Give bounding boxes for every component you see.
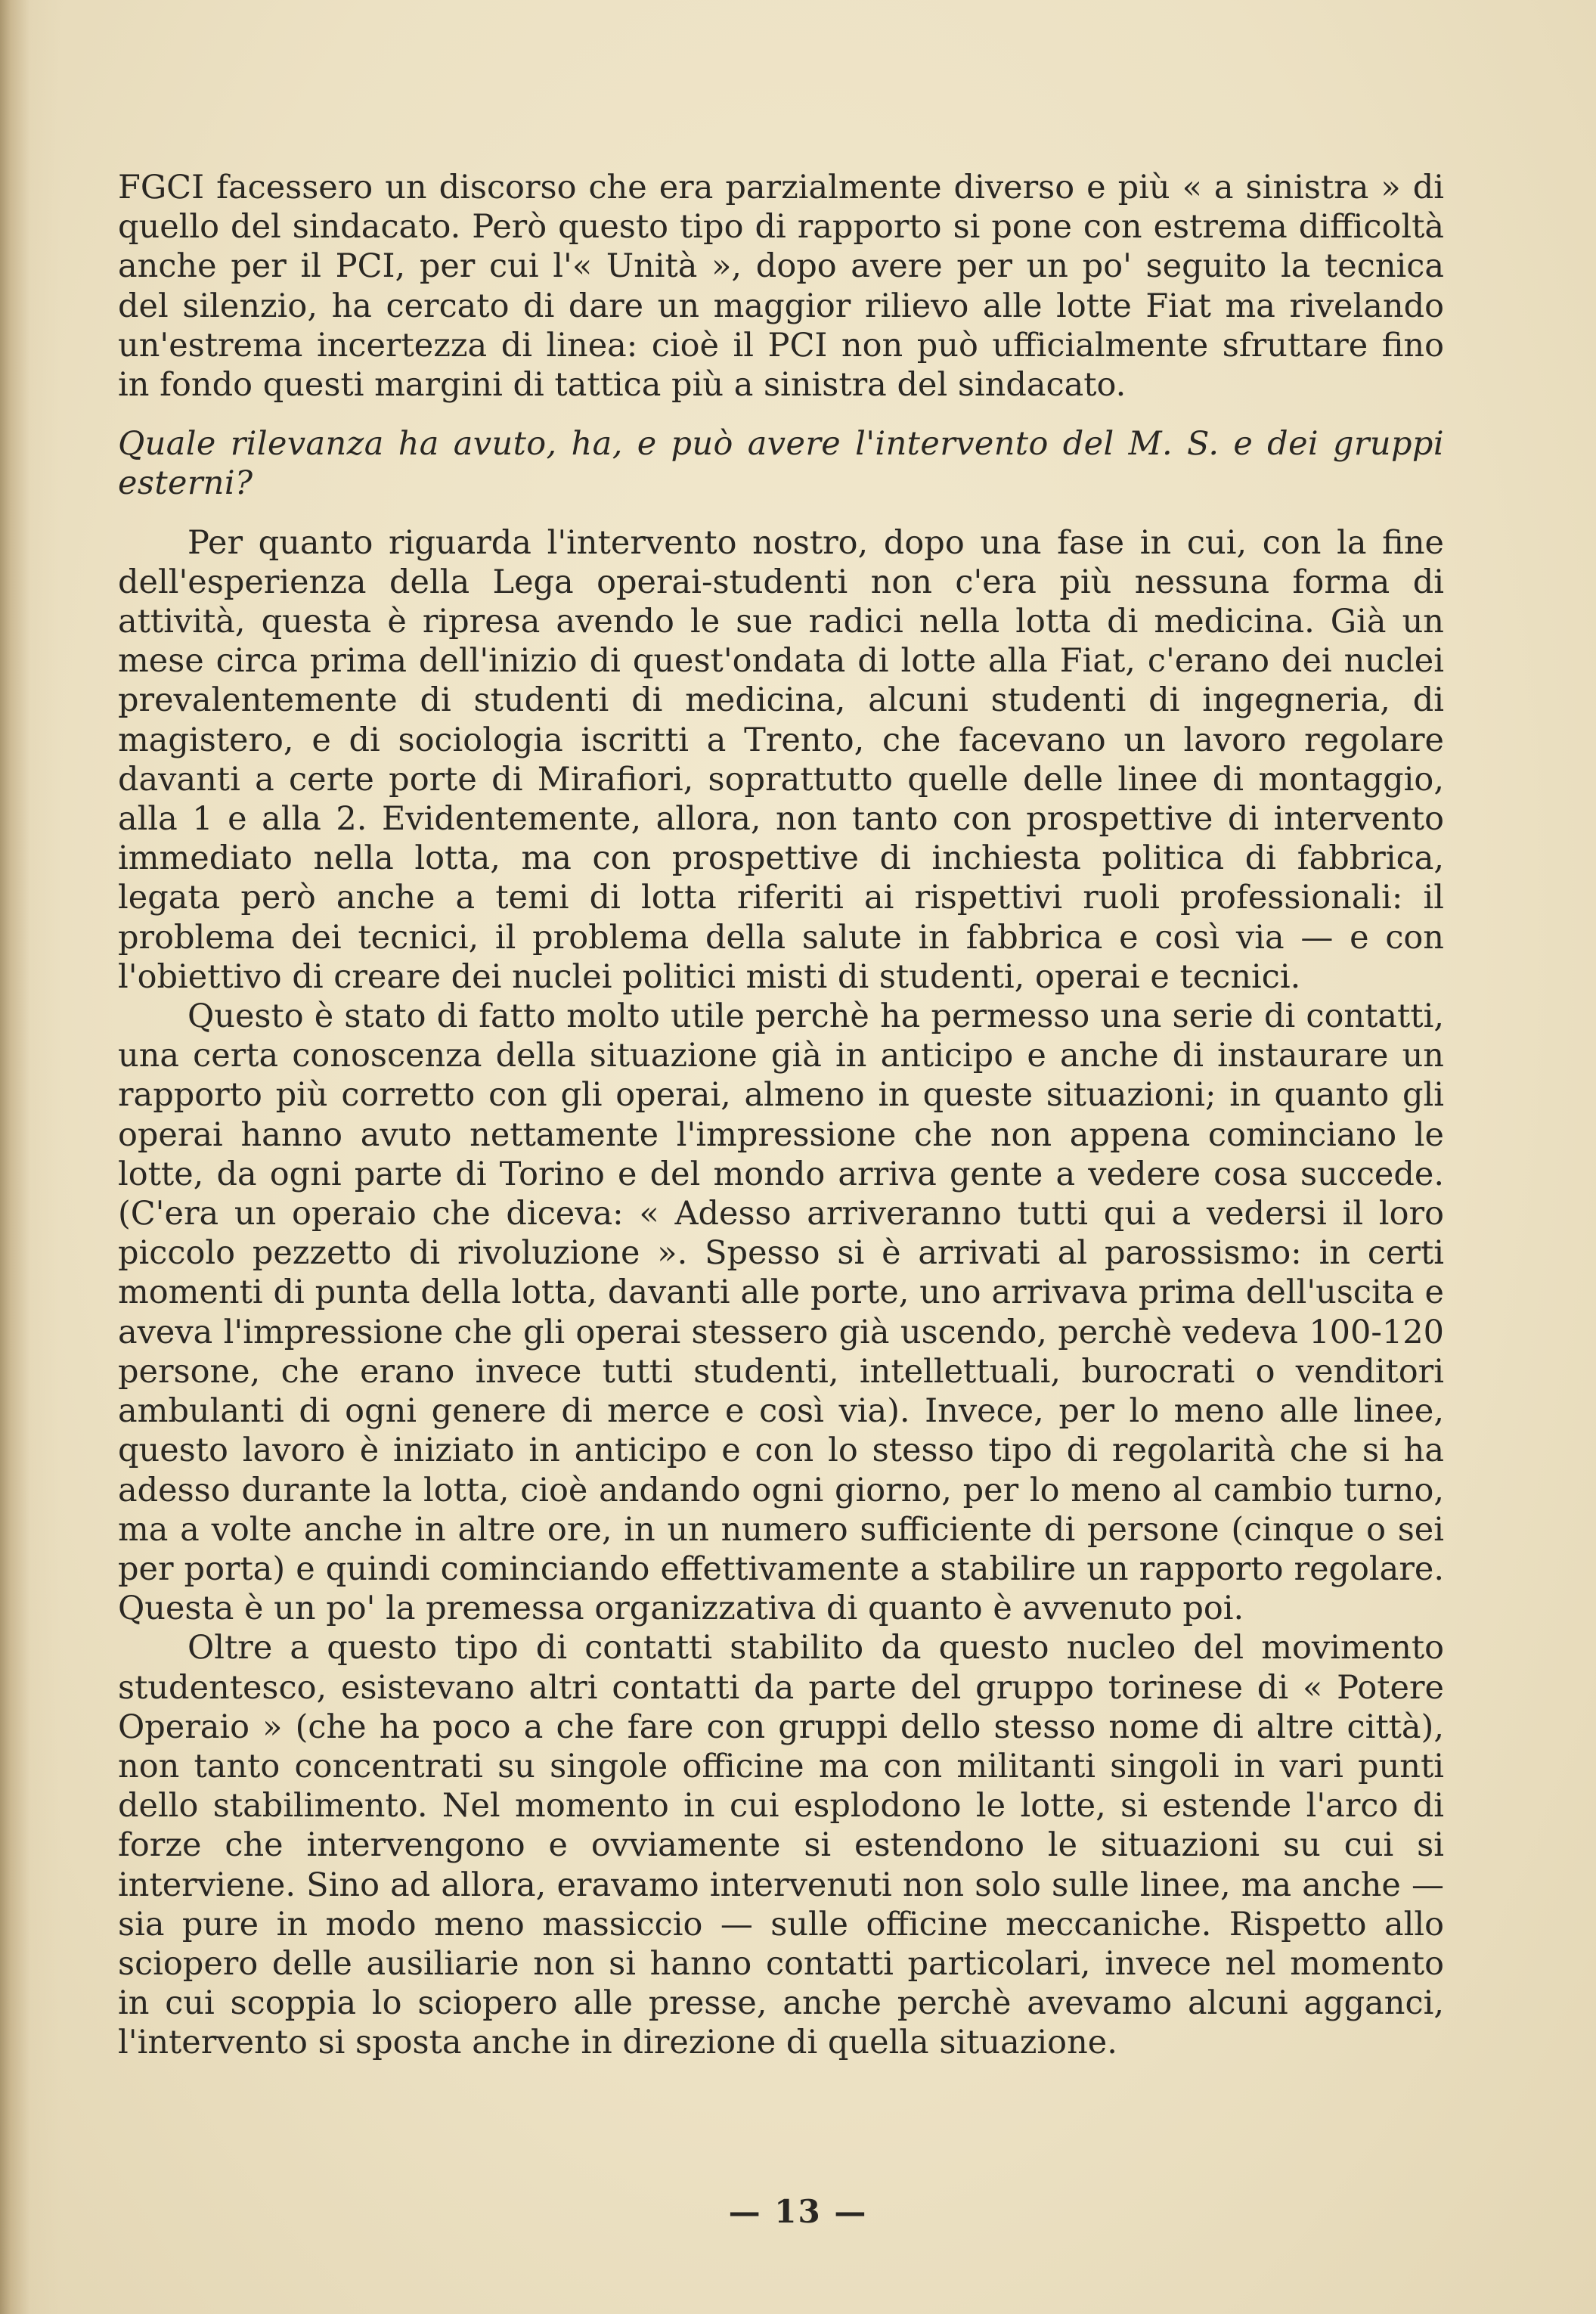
answer-paragraph: Per quanto riguarda l'intervento nostro, dopo una fase in cui, con la fine dell'esperienza della Lega operai-studenti non c'era più nessuna forma di attività, questa è ripresa avendo le sue radici nella lotta di medicina. Già un mese circa prima dell'inizio di quest'ondata di lotte alla Fiat, c'erano dei nuclei prevalentemente di studenti di medicina, alcuni studenti di ingegneria, di magistero, e di sociologia iscritti a Trento, che facevano un lavoro regolare davanti a certe porte di Mirafiori, soprattutto quelle delle linee di montaggio, alla 1 e alla 2. Evidentemente, allora, non tanto con prospettive di intervento immediato nella lotta, ma con prospettive di inchiesta politica di fabbrica, legata però anche a temi di lotta riferiti ai rispettivi ruoli professionali: il problema dei tecnici, il problema della salute in fabbrica e così via — e con l'obiettivo di creare dei nuclei politici misti di studenti, operai e tecnici. [118, 523, 1444, 996]
interview-question: Quale rilevanza ha avuto, ha, e può avere l'intervento del M. S. e dei gruppi esterni? [118, 425, 1444, 503]
answer-paragraph: Oltre a questo tipo di contatti stabilito da questo nucleo del movimento studentesco, esistevano altri contatti da parte del gruppo torinese di « Potere Operaio » (che ha poco a che fare con gruppi dello stesso nome di altre città), non tanto concentrati su singole officine ma con militanti singoli in vari punti dello stabilimento. Nel momento in cui esplodono le lotte, si estende l'arco di forze che intervengono e ovviamente si estendono le situazioni su cui si interviene. Sino ad allora, eravamo intervenuti non solo sulle linee, ma anche — sia pure in modo meno massiccio — sulle officine meccaniche. Rispetto allo sciopero delle ausiliarie non si hanno contatti particolari, invece nel momento in cui scoppia lo sciopero alle presse, anche perchè avevamo alcuni agganci, l'intervento si sposta anche in direzione di quella situazione. [118, 1629, 1444, 2062]
page-number: — 13 — [728, 2193, 868, 2230]
paragraph-continuation: FGCI facessero un discorso che era parzialmente diverso e più « a sinistra » di quello del sindacato. Però questo tipo di rapporto si pone con estrema difficoltà anche per il PCI, per cui l'« Unità », dopo avere per un po' seguito la tecnica del silenzio, ha cercato di dare un maggior rilievo alle lotte Fiat ma rivelando un'estrema incertezza di linea: cioè il PCI non può ufficialmente sfruttare fino in fondo questi margini di tattica più a sinistra del sindacato. [118, 169, 1444, 405]
answer-paragraph: Questo è stato di fatto molto utile perchè ha permesso una serie di contatti, una certa conoscenza della situazione già in anticipo e anche di instaurare un rapporto più corretto con gli operai, almeno in queste situazioni; in quanto gli operai hanno avuto nettamente l'impressione che non appena cominciano le lotte, da ogni parte di Torino e del mondo arriva gente a vedere cosa succede. (C'era un operaio che diceva: « Adesso arriveranno tutti qui a vedersi il loro piccolo pezzetto di rivoluzione ». Spesso si è arrivati al parossismo: in certi momenti di punta della lotta, davanti alle porte, uno arrivava prima dell'uscita e aveva l'impressione che gli operai stessero già uscendo, perchè vedeva 100-120 persone, che erano invece tutti studenti, intellettuali, burocrati o venditori ambulanti di ogni genere di merce e così via). Invece, per lo meno alle linee, questo lavoro è iniziato in anticipo e con lo stesso tipo di regolarità che si ha adesso durante la lotta, cioè andando ogni giorno, per lo meno al cambio turno, ma a volte anche in altre ore, in un numero sufficiente di persone (cinque o sei per porta) e quindi cominciando effettivamente a stabilire un rapporto regolare. Questa è un po' la premessa organizzativa di quanto è avvenuto poi. [118, 997, 1444, 1628]
body-text [118, 168, 1444, 2063]
